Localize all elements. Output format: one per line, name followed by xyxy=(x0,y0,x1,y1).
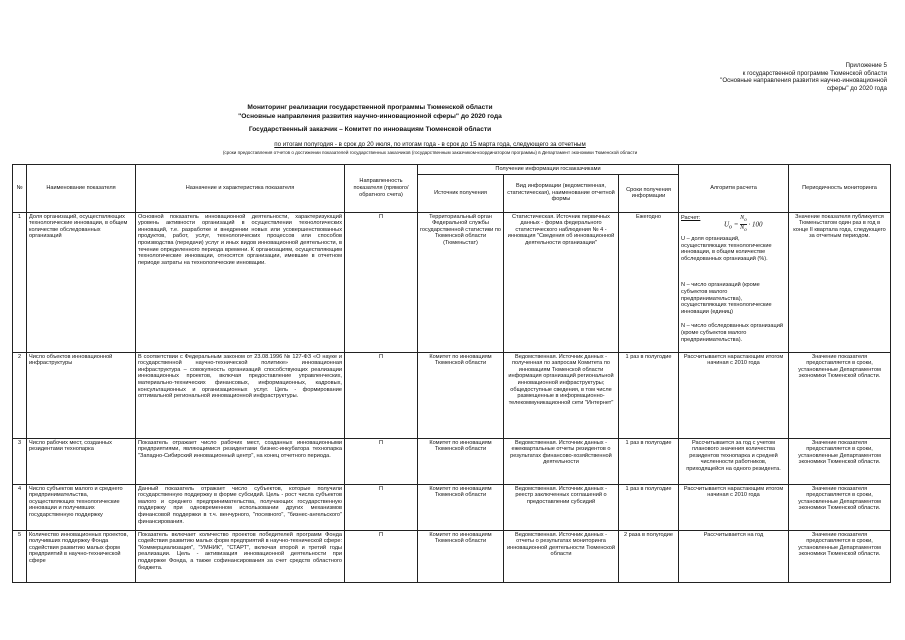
monitoring-table xyxy=(12,164,891,583)
row-direction: П xyxy=(345,352,418,438)
algorithm-text-u: U – доля организаций, осуществляющих технологические инновации, в общем количестве обследованных организаций (%). xyxy=(681,235,772,262)
header-name: Наименование показателя xyxy=(27,165,136,213)
row-form: Ведомственная. Источник данных - отчеты о результатах мониторинга инновационной деятельности Тюменской области xyxy=(504,530,619,582)
row-form: Ведомственная. Источник данных - реестр заключенных соглашений о предоставлении субсидий xyxy=(504,484,619,530)
row-name: Количество инновационных проектов, получивших поддержку Фонда содействия развитию малых форм предприятий в научно-технической сфере xyxy=(27,530,136,582)
document-subtitle: "Основные направления развития научно-инновационной сферы" до 2020 года xyxy=(238,113,502,120)
formula-den-sub: o xyxy=(744,227,747,233)
table-row xyxy=(13,484,891,530)
table-row xyxy=(13,438,891,484)
row-num: 2 xyxy=(13,352,27,438)
appendix-line: Приложение 5 xyxy=(845,62,887,69)
row-description: Показатель включает количество проектов победителей программ Фонда содействия развитию малых форм предприятий в научно-технической сфере: "Коммерциализация", "УМНИК", "СТАРТ", включая второй и третий годы реализации. Цель - активизация инновационной деятельности при поддержке Фонда, а также софинансирования за счет средств областного бюджета. xyxy=(136,530,345,582)
row-source: Территориальный орган Федеральной службы государственной статистики по Тюменской области (Тюменьстат) xyxy=(418,212,504,352)
algorithm-text-n2: N – число обследованных организаций (кроме субъектов малого предпринимательства). xyxy=(681,323,783,343)
customer-title: Государственный заказчик – Комитет по инновациям Тюменской области xyxy=(248,126,492,133)
row-algorithm xyxy=(679,212,789,352)
row-period: 1 раз в полугодие xyxy=(619,352,679,438)
row-form: Ведомственная. Источник данных - полученная по запросам Комитета по инновациям Тюменской области информация организаций региональной инновационной инфраструктуры; общедоступные сведения, в том числе размещенные в информационно-телекоммуникационной сети "Интернет" xyxy=(504,352,619,438)
row-source: Комитет по инновациям Тюменской области xyxy=(418,530,504,582)
row-form: Статистическая. Источник первичных данных - форма федерального статистического наблюдения № 4 - инновация "Сведения об инновационной деятельности организации" xyxy=(504,212,619,352)
row-frequency: Значение показателя предоставляется в сроки, установленные Департаментом экономики Тюменской области. xyxy=(789,352,891,438)
header-source: Источник получения xyxy=(418,174,504,212)
table-row xyxy=(13,530,891,582)
algorithm-text-n1: N – число организаций (кроме субъектов малого предпринимательства), осуществляющих технологические инновации (единиц) xyxy=(681,282,772,315)
appendix-line: к государственной программе Тюменской области xyxy=(742,69,887,77)
header-direction: Направленность показателя (прямого/обратного счета) xyxy=(345,165,418,213)
row-period: Ежегодно xyxy=(619,212,679,352)
header-num: № xyxy=(13,165,27,213)
row-source: Комитет по инновациям Тюменской области xyxy=(418,438,504,484)
appendix-note xyxy=(587,62,887,92)
appendix-line: "Основные направления развития научно-инновационной xyxy=(720,77,887,85)
header-algorithm: Алгоритм расчета xyxy=(679,165,789,213)
table-row xyxy=(13,212,891,352)
row-source: Комитет по инновациям Тюменской области xyxy=(418,352,504,438)
row-num: 5 xyxy=(13,530,27,582)
header-info-group: Получение информации госзаказчиками xyxy=(418,165,679,175)
row-description: Данный показатель отражает число субъектов, которые получили государственную поддержку в форме субсидий. Цель - рост числа субъектов малого и среднего предпринимательства, получающих государственную поддержку при одновременном использовании других механизмов финансовой поддержки в т.ч. венчурного, "посевного", "бизнес-ангельского" финансирования. xyxy=(136,484,345,530)
row-num: 3 xyxy=(13,438,27,484)
row-num: 4 xyxy=(13,484,27,530)
formula-label: Расчет: xyxy=(681,214,701,221)
formula-tail: · 100 xyxy=(748,219,763,228)
deadline-footnote: (сроки предоставления отчетов о достижении показателей государственных заказчиков (государственным заказчиком-координатором программы) в Департамент экономики Тюменской области xyxy=(222,150,638,155)
row-direction: П xyxy=(345,212,418,352)
formula-lhs-sub: o xyxy=(729,224,732,231)
row-direction: П xyxy=(345,530,418,582)
document-title: Мониторинг реализации государственной программы Тюменской области xyxy=(247,104,493,111)
row-frequency: Значение показателя предоставляется в сроки, установленные Департаментом экономики Тюменской области. xyxy=(789,530,891,582)
row-period: 2 раза в полугодие xyxy=(619,530,679,582)
formula-den: N xyxy=(740,224,745,231)
row-name: Доля организаций, осуществляющих технологические инновации, в общем количестве обследованных организаций xyxy=(27,212,136,352)
header-description: Назначение и характеристика показателя xyxy=(136,165,345,213)
formula-num: N xyxy=(740,214,745,221)
row-period: 1 раз в полугодие xyxy=(619,438,679,484)
row-description: Основной показатель инновационной деятельности, характеризующий уровень активности организаций в осуществлении технологических инноваций, т.е. разработке и внедрении новых или усовершенствованных продуктов, работ, услуг, технологических процессов или способов производства (передачи) услуг и иных видов инновационной деятельности, в течение определенного периода времени. К организациям, осуществляющим технологические инновации, относятся организации, имевшие в отчетном периоде затраты на технологические инновации. xyxy=(136,212,345,352)
row-description: В соответствии с Федеральным законом от 23.08.1996 № 127-ФЗ «О науке и государственной научно-технической политике» инновационная инфраструктура – совокупность организаций способствующих реализации инновационных проектов, включая предоставление управленческих, материально-технических финансовых, информационных, кадровых, консультационных и организационных услуг. Цель - формирование оптимальной региональной инновационной инфраструктуры. xyxy=(136,352,345,438)
formula-denominator xyxy=(740,225,747,234)
row-period: 1 раз в полугодие xyxy=(619,484,679,530)
header-frequency: Периодичность мониторинга xyxy=(789,165,891,213)
row-frequency: Значение показателя предоставляется в сроки, установленные Департаментом экономики Тюменской области. xyxy=(789,438,891,484)
formula-fraction xyxy=(740,215,747,234)
row-form: Ведомственная. Источник данных - ежеквартальные отчеты резидентов о результатах финансово-хозяйственной деятельности xyxy=(504,438,619,484)
header-form: Вид информации (ведомственная, статистическая), наименование отчетной формы xyxy=(504,174,619,212)
header-row xyxy=(13,165,891,175)
row-frequency: Значение показателя предоставляется в сроки, установленные Департаментом экономики Тюменской области. xyxy=(789,484,891,530)
row-source: Комитет по инновациям Тюменской области xyxy=(418,484,504,530)
row-frequency: Значение показателя публикуется Тюменьстатом один раз в год в конце II квартала года, следующего за отчетным периодом. xyxy=(789,212,891,352)
formula-num-sub: o xyxy=(744,217,747,223)
formula-lhs: U xyxy=(723,219,730,228)
calculation-formula: Расчет: $U_o$ = $\frac{N_o}{N_o}$ · 100 xyxy=(681,214,763,233)
appendix-line: сферы" до 2020 года xyxy=(826,84,887,92)
header-period: Сроки получения информации xyxy=(619,174,679,212)
row-direction: П xyxy=(345,438,418,484)
deadline-text: по итогам полугодия - в срок до 20 июля, по итогам года - в срок до 15 марта года, следующего за отчетным xyxy=(274,141,586,148)
row-num: 1 xyxy=(13,212,27,352)
row-description: Показатель отражает число рабочих мест, созданных инновационными предприятиями, являющимися резидентами бизнес-инкубатора технопарка "Западно-Сибирский инновационный центр", на конец отчетного периода. xyxy=(136,438,345,484)
row-direction: П xyxy=(345,484,418,530)
row-algorithm: Рассчитывается нарастающим итогом начиная с 2010 года xyxy=(679,484,789,530)
row-name: Число рабочих мест, созданных резидентами технопарка xyxy=(27,438,136,484)
row-algorithm: Рассчитывается за год с учетом планового значения количества резидентов технопарка и средней численности работников, приходящейся на одного резидента. xyxy=(679,438,789,484)
row-algorithm: Рассчитывается нарастающим итогом начиная с 2010 года xyxy=(679,352,789,438)
table-row xyxy=(13,352,891,438)
row-name: Число объектов инновационной инфраструктуры xyxy=(27,352,136,438)
formula-numerator xyxy=(740,215,747,225)
row-algorithm: Рассчитывается на год xyxy=(679,530,789,582)
row-name: Число субъектов малого и среднего предпринимательства, осуществляющих технологические инновации и получивших государственную поддержку xyxy=(27,484,136,530)
